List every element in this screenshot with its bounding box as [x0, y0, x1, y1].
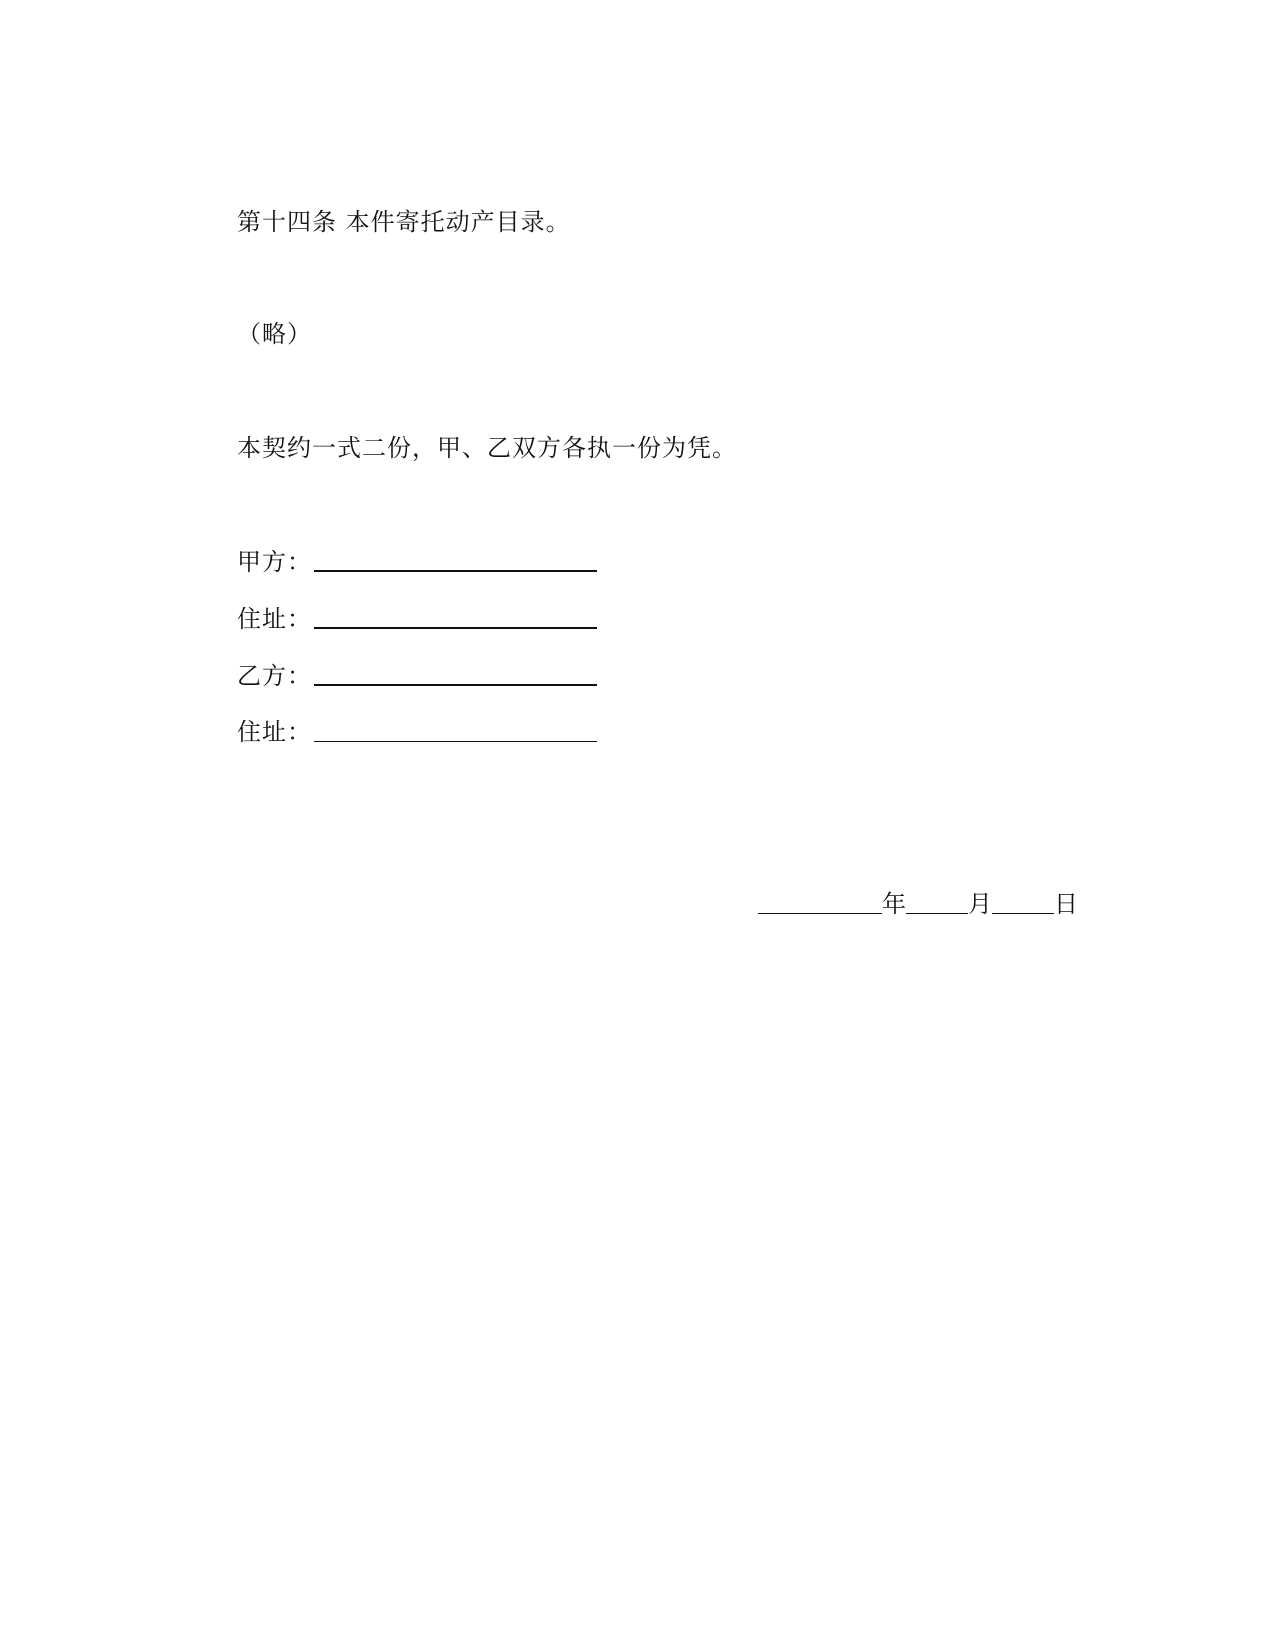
address-b-blank[interactable] — [314, 737, 597, 742]
month-label: 月 — [968, 890, 992, 918]
address-b-row — [237, 714, 597, 748]
omitted-note: （略） — [237, 320, 312, 348]
party-b-row — [237, 658, 597, 692]
party-a-blank[interactable] — [314, 566, 597, 572]
year-label: 年 — [882, 890, 906, 918]
copies-clause: 本契约一式二份，甲、乙双方各执一份为凭。 — [237, 434, 737, 462]
address-a-label: 住址： — [237, 605, 312, 633]
address-a-row — [237, 601, 597, 635]
day-label: 日 — [1054, 890, 1078, 918]
year-blank[interactable] — [758, 909, 882, 914]
address-a-blank[interactable] — [314, 623, 597, 629]
party-a-label: 甲方： — [237, 548, 312, 576]
month-blank[interactable] — [906, 909, 968, 914]
article-14-heading: 第十四条 本件寄托动产目录。 — [237, 208, 571, 236]
address-b-label: 住址： — [237, 718, 312, 746]
party-b-blank[interactable] — [314, 680, 597, 686]
date-line — [758, 886, 1078, 920]
party-b-label: 乙方： — [237, 662, 312, 690]
party-a-row — [237, 544, 597, 578]
day-blank[interactable] — [992, 909, 1054, 914]
